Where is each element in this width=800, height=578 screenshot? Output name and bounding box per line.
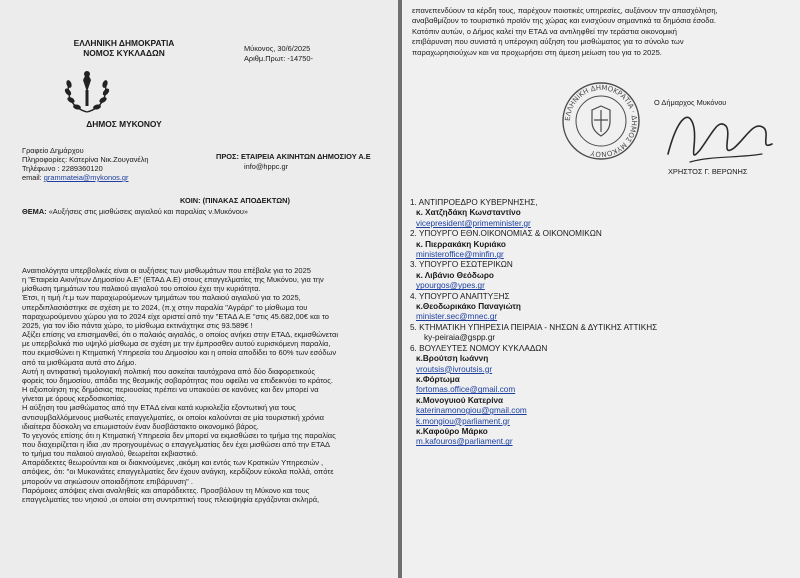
recipient-heading: 6. ΒΟΥΛΕΥΤΕΣ ΝΟΜΟΥ ΚΥΚΛΑΔΩΝ (410, 343, 548, 353)
body-line: Έτσι, η τιμή /τ.μ των παραχωρούμενων τμημάτων του παλαιού αιγιαλού για το 2025, (22, 293, 301, 303)
recipient-heading: 2. ΥΠΟΥΡΓΟ ΕΘΝ.ΟΙΚΟΝΟΜΙΑΣ & ΟΙΚΟΝΟΜΙΚΩΝ (410, 229, 602, 239)
recipient-email-link[interactable]: vroutsis@ivroutsis.gr (416, 364, 493, 374)
recipient-name: κ.Μονογυιού Κατερίνα (416, 395, 504, 405)
phone-line: Τηλέφωνο : 2289360120 (22, 164, 103, 173)
body-line: που εκμισθώνει η Κτηματική Υπηρεσία του Δημοσίου και η οποία αποδίδει το 60% των εσόδων (22, 348, 337, 358)
recipient-email-link[interactable]: ypourgos@ypes.gr (416, 281, 485, 291)
cc-label: ΚΟΙΝ: (ΠΙΝΑΚΑΣ ΑΠΟΔΕΚΤΩΝ) (180, 196, 290, 205)
body-line: που διαχειρίζεται η ίδια ,αν προηγουμένως ο επαγγελματίας δεν έχει μισθώσει από την ΕΤΑΔ (22, 439, 331, 449)
recipient-email-link[interactable]: ky-peiraia@gspp.gr (424, 333, 496, 343)
body-line: Αναιτιολόγητα υπερβολικές είναι οι αυξήσεις των μισθωμάτων που επέβαλε για το 2025 (22, 266, 311, 275)
recipient-name: κ. Λιβάνιο Θεόδωρο (416, 270, 494, 280)
body-line: το τμήμα του παλαιού αιγιαλού, θεωρείται εκβιαστικό. (22, 449, 198, 459)
recipient-email-link[interactable]: k.mongiou@parliament.gr (416, 416, 510, 426)
recipient-name: κ.Φόρτωμα (416, 374, 460, 384)
body-line: παραχωρούμενου χώρου για το 2024 είχε οριστεί από την "ΕΤΑΔ Α.Ε "στις 45.682,00€ και το (22, 311, 329, 321)
recipient-heading: 3. ΥΠΟΥΡΓΟ ΕΣΩΤΕΡΙΚΩΝ (410, 260, 513, 270)
seal-text: ΕΛΛΗΝΙΚΗ ΔΗΜΟΚΡΑΤΙΑ · ΔΗΜΟΣ ΜΥΚΟΝΟΥ (563, 83, 639, 159)
recipient-name: κ.Βρούτση Ιωάννη (416, 354, 489, 364)
handwritten-signature-icon (660, 98, 780, 178)
recipient-email-link[interactable]: ministeroffice@minfin.gr (416, 250, 504, 260)
body-line: Κατόπιν αυτών, ο Δήμος καλεί την ΕΤΑΔ να αντιληφθεί την τεράστια οικονομική (412, 26, 677, 36)
recipient-heading: 5. ΚΤΗΜΑΤΙΚΗ ΥΠΗΡΕΣΙΑ ΠΕΙΡΑΙΑ - ΝΗΣΩΝ & ΔΥΤΙΚΗΣ ΑΤΤΙΚΗΣ (410, 322, 658, 332)
recipient-email-link[interactable]: minister.sec@mnec.gr (416, 312, 498, 322)
left-page (0, 0, 398, 578)
recipient-email-link[interactable]: katerinamonogiou@gmail.com (416, 406, 527, 416)
signature-name: ΧΡΗΣΤΟΣ Γ. ΒΕΡΩΝΗΣ (668, 167, 748, 176)
subject-line (22, 207, 248, 217)
email-label: email: (22, 173, 44, 182)
body-line: απόψεις, ότι: "οι Μυκονιάτες επαγγελματίες δεν έχουν ανάγκη, κερδίζουν εύκολα πολλά, οπότε (22, 467, 334, 477)
body-line: επαγγελματίες του νησιού ,οι οποίοι στη συντριπτική τους πλειοψηφία εργάζονται σκληρά, (22, 494, 320, 504)
recipient-label: ΠΡΟΣ: ΕΤΑΙΡΕΙΑ ΑΚΙΝΗΤΩΝ ΔΗΜΟΣΙΟΥ Α.Ε (216, 152, 371, 161)
letter-body-right (412, 6, 718, 58)
recipient-email-link[interactable]: fortomas.office@gmail.com (416, 385, 516, 395)
body-line: Η αξιοποίηση της δημόσιας περιουσίας πρέπει να υπακούει σε κανόνες και δεν μπορεί να (22, 385, 319, 395)
body-line: μπορούν να σηκώσουν οποιαδήποτε επιβάρυνση" . (22, 476, 193, 486)
body-line: γίνεται με όρους κερδοσκοπίας. (22, 394, 127, 404)
prefecture-heading: ΝΟΜΟΣ ΚΥΚΛΑΔΩΝ (83, 48, 165, 58)
body-line: ιδιαίτερα δύσκολη να επωμιστούν έναν δυσβάστακτο οικονομικό βάρος. (22, 421, 259, 431)
protocol-number: Αριθμ.Πρωτ: -14750- (244, 54, 313, 63)
recipient-name: κ.Καφούρο Μάρκο (416, 426, 488, 436)
recipient-name: κ. Πιερρακάκη Κυριάκο (416, 239, 506, 249)
email-line (22, 173, 129, 183)
recipient-heading: 1. ΑΝΤΙΠΡΟΕΔΡΟ ΚΥΒΕΡΝΗΣΗΣ, (410, 198, 538, 207)
subject-text: «Αυξήσεις στις μισθώσεις αιγιαλού και παραλίας ν.Μυκόνου» (48, 207, 248, 216)
info-line: Πληροφορίες: Κατερίνα Νικ.Ζουγανέλη (22, 155, 149, 164)
body-line: Απαράδεκτες θεωρούνται και οι διακινούμενες ,ακόμη και εντός των Κρατικών Υπηρεσιών , (22, 458, 324, 468)
recipient-list (410, 198, 657, 448)
body-line: παραχωρησιούχων και να προχωρήσει στη άμεση μείωση του για το 2025. (412, 47, 662, 57)
recipient-email[interactable]: info@hppc.gr (244, 162, 289, 171)
body-line: η "Εταιρεία Ακινήτων Δημοσίου Α.Ε" (ΕΤΑΔ Α.Ε) στους επαγγελματίες της Μυκόνου, για την (22, 275, 324, 285)
subject-label: ΘΕΜΑ: (22, 207, 49, 216)
body-line: 2025, για τον ίδιο πάντα χώρο, το μίσθωμα εκτινάχτηκε στις 93.589€ ! (22, 320, 253, 330)
municipal-seal-icon (560, 80, 642, 162)
recipient-email-link[interactable]: vicepresident@primeminister.gr (416, 218, 531, 228)
body-line: Η αύξηση του μισθώματος από την ΕΤΑΔ είναι κατά κυριολεξία εξοντωτική για τους (22, 403, 296, 413)
body-line: Αυτή η αντιφατική τιμολογιακή πολιτική που ασκείται ταυτόχρονα από δύο διαφορετικούς (22, 366, 315, 376)
body-line: Αξίζει επίσης να επισημανθεί, ότι ο παλαιός αιγιαλός, ο οποίος ανήκει στην ΕΤΑΔ, εκμισθώνεται (22, 330, 338, 340)
laurel-emblem-icon (60, 66, 114, 116)
office-email-link[interactable]: grammateia@mykonos.gr (43, 173, 129, 182)
body-line: αναβαθμίζουν το τουριστικό προϊόν της χώρας και ενισχύουν σημαντικά τα δημόσια έσοδα. (412, 16, 717, 26)
date-line: Μύκονος, 30/6/2025 (244, 44, 311, 53)
body-line: με υπερβολικά πιο υψηλό μίσθωμα σε σχέση με την έμπροσθεν αυτού ευρισκόμενη παραλία, (22, 339, 331, 349)
body-line: φορείς του δημοσίου, απάδει της θεσμικής σοβαρότητας που οφείλει να επιδεικνύει το κράτος. (22, 375, 333, 385)
body-line: Παρόμοιες απόψεις είναι αναληθείς και απαράδεκτες. Προσβάλουν τη Μύκονο και τους (22, 485, 310, 495)
recipient-name: κ. Χατζηδάκη Κωνσταντίνο (416, 208, 521, 218)
body-line: αντισυμβαλλόμενους μισθωτές επαγγελματίες, οι οποίοι καλούνται σε μία τουριστική χρόνια (22, 412, 324, 422)
body-line: υπερδιπλασιάστηκε σε σχέση με το 2024, (π.χ στην παραλία "Αγράρι" το μίσθωμα του (22, 302, 308, 312)
body-line: επανεπενδύουν τα κέρδη τους, παρέχουν ποιοτικές υπηρεσίες, αυξάνουν την απασχόληση, (412, 6, 718, 15)
body-line: μίσθωση τμημάτων του παλαιού αιγιαλού του οποίου έχει την κυριότητα. (22, 284, 261, 294)
letter-body-left (22, 266, 338, 504)
body-line: Το γεγονός επίσης ότι η Κτηματική Υπηρεσία δεν μπορεί να εκμισθώσει το τμήμα της παραλίας (22, 430, 336, 440)
republic-heading: ΕΛΛΗΝΙΚΗ ΔΗΜΟΚΡΑΤΙΑ (73, 38, 175, 48)
body-line: από τα μισθώματα αυτά στο Δήμο. (22, 357, 137, 367)
recipient-email-link[interactable]: m.kafouros@parliament.gr (416, 437, 513, 447)
municipality-heading: ΔΗΜΟΣ ΜΥΚΟΝΟΥ (86, 119, 162, 129)
body-line: επιβάρυνση που συνιστά η υπέρογκη αύξηση του μισθώματος για το σύνολο των (412, 37, 684, 47)
signature-title: Ο Δήμαρχος Μυκόνου (654, 98, 727, 107)
recipient-heading: 4. ΥΠΟΥΡΓΟ ΑΝΑΠΤΥΞΗΣ (410, 291, 510, 301)
recipient-name: κ.Θεοδωρικάκο Παναγιώτη (416, 302, 521, 312)
office-label: Γραφείο Δημάρχου (22, 146, 84, 155)
